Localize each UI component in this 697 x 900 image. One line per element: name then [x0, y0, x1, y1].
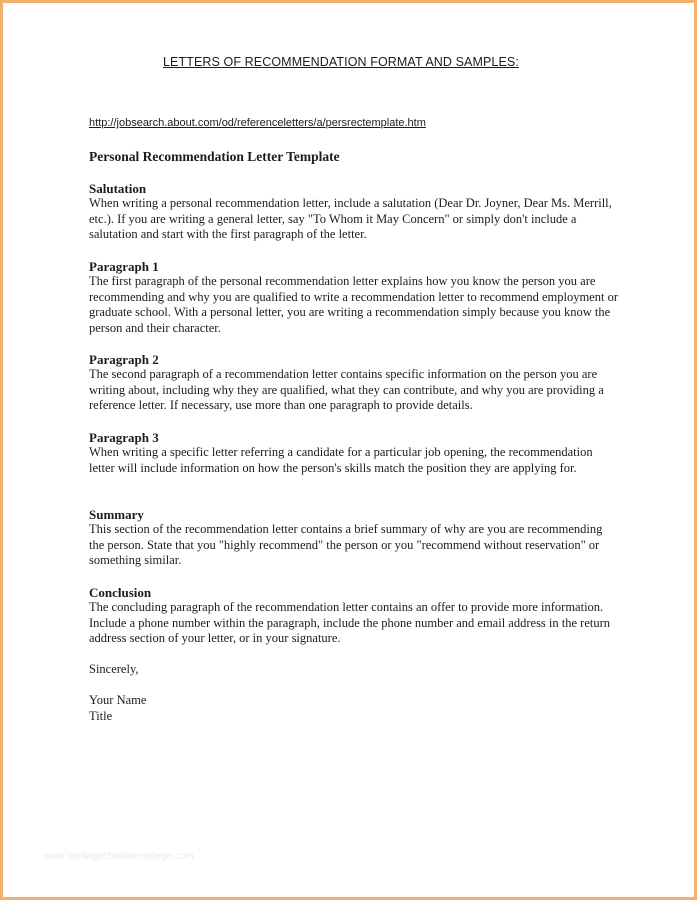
section-heading: Conclusion	[89, 585, 152, 600]
section-summary	[89, 507, 619, 569]
section-body: The concluding paragraph of the recommendation letter contains an offer to provide more information. Include a phone number within the paragraph, include the phone number and email address in the return address section of your letter, or in your signature.	[89, 600, 611, 646]
signature-title: Title	[89, 709, 113, 723]
section-body: The first paragraph of the personal recommendation letter explains how you know the person you are recommending and why you are qualified to write a recommendation letter to recommend employment or graduate school. With a personal letter, you are writing a recommendation simply because you know the person and their character.	[89, 274, 618, 335]
section-body: When writing a specific letter referring a candidate for a particular job opening, the recommendation letter will include information on how the person's skills match the position they are applying for.	[89, 445, 593, 475]
section-heading: Summary	[89, 507, 144, 522]
section-body: When writing a personal recommendation letter, include a salutation (Dear Dr. Joyner, Dear Ms. Merrill, etc.). If you are writing a general letter, say "To Whom it May Concern" or simply don't include a salutation and start with the first paragraph of the letter.	[89, 196, 612, 242]
section-paragraph-3	[89, 430, 619, 476]
document-title: LETTERS OF RECOMMENDATION FORMAT AND SAMPLES:	[163, 55, 519, 69]
section-heading: Paragraph 2	[89, 352, 159, 367]
section-body: The second paragraph of a recommendation letter contains specific information on the person you are writing about, including why they are qualified, what they can contribute, and why you are providing a reference letter. If necessary, use more than one paragraph to provide details.	[89, 367, 604, 413]
section-heading: Salutation	[89, 181, 147, 196]
section-paragraph-1	[89, 259, 619, 336]
signature-name: Your Name	[89, 693, 147, 707]
section-conclusion	[89, 585, 619, 647]
watermark-text: www.heritagechristiancollege.com	[43, 851, 194, 862]
section-heading: Paragraph 1	[89, 259, 159, 274]
valediction: Sincerely,	[89, 662, 139, 676]
section-heading: Paragraph 3	[89, 430, 159, 445]
source-url-link[interactable]: http://jobsearch.about.com/od/referenceletters/a/persrectemplate.htm	[89, 117, 426, 129]
section-body: This section of the recommendation letter contains a brief summary of why are you are recommending the person. State that you "highly recommend" the person or you "recommend without reservation" or something similar.	[89, 522, 603, 568]
document-subtitle: Personal Recommendation Letter Template	[89, 149, 340, 164]
section-paragraph-2	[89, 352, 619, 414]
section-salutation	[89, 181, 619, 243]
